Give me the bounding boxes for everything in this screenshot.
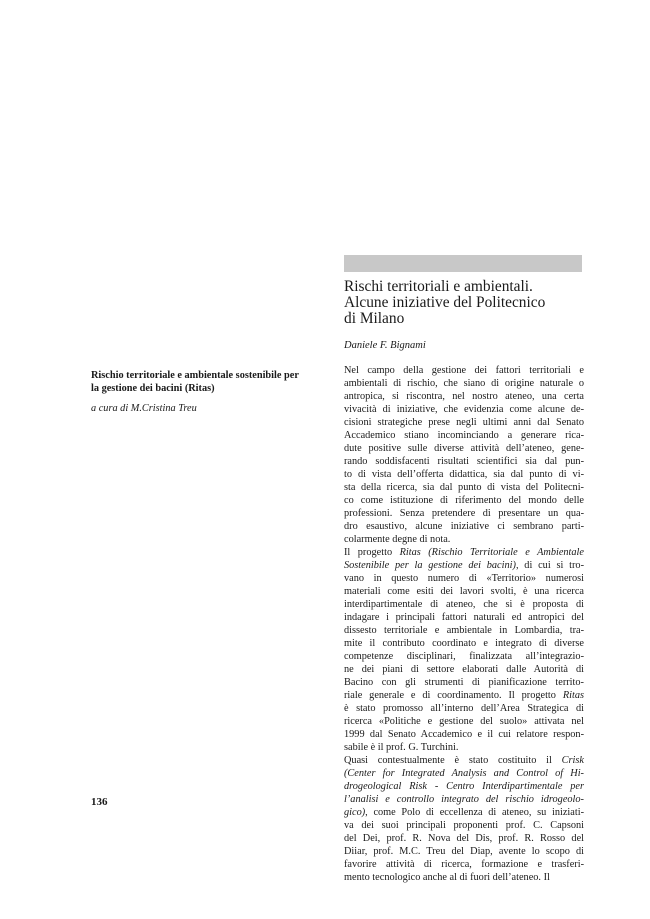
article-author: Daniele F. Bignami bbox=[344, 340, 426, 351]
body-line: drogeological Risk - Centro Interdipartimentale per bbox=[344, 781, 584, 792]
body-line: riale generale e di coordinamento. Il progetto Ritas bbox=[344, 690, 584, 701]
body-line: Bacino con gli strumenti di pianificazione territo- bbox=[344, 677, 584, 688]
body-line: dute positive sulle diverse attività dell’ateneo, gene- bbox=[344, 443, 584, 454]
body-line: Nel campo della gestione dei fattori territoriali e bbox=[344, 365, 584, 376]
sidebar-title bbox=[91, 369, 331, 395]
body-line: mento tecnologico anche al di fuori dell’ateneo. Il bbox=[344, 872, 550, 883]
article-title bbox=[344, 279, 594, 327]
body-line: professioni. Senza pretendere di presentare un qua- bbox=[344, 508, 584, 519]
section-header-band bbox=[344, 255, 582, 272]
body-line: favorire attività di ricerca, formazione e trasferi- bbox=[344, 859, 584, 870]
body-line: interdipartimentale di ateneo, che si è proposta di bbox=[344, 599, 584, 610]
article-title-line: di Milano bbox=[344, 310, 405, 327]
body-line: ricerca «Politiche e gestione del suolo» attivata nel bbox=[344, 716, 584, 727]
body-line: Sostenibile per la gestione dei bacini), di cui si tro- bbox=[344, 560, 584, 571]
body-line: competenze disciplinari, finalizzata all’integrazio- bbox=[344, 651, 584, 662]
body-line: 1999 dal Senato Accademico e il cui relatore respon- bbox=[344, 729, 584, 740]
article-body bbox=[344, 364, 584, 884]
body-line: Quasi contestualmente è stato costituito il Crisk bbox=[344, 755, 584, 766]
body-line: è stato promosso all’interno dell’Area Strategica di bbox=[344, 703, 584, 714]
sidebar-editor: a cura di M.Cristina Treu bbox=[91, 403, 197, 414]
body-line: vano in questo numero di «Territorio» numerosi bbox=[344, 573, 584, 584]
body-line: dissesto territoriale e ambientale in Lombardia, tra- bbox=[344, 625, 584, 636]
page-number: 136 bbox=[91, 796, 108, 808]
body-line: ne dei piani di settore elaborati dalle Autorità di bbox=[344, 664, 584, 675]
body-line: dro esaustivo, alcune iniziative ci sembrano parti- bbox=[344, 521, 584, 532]
article-title-line: Rischi territoriali e ambientali. bbox=[344, 278, 533, 295]
body-line: to di vista dell’offerta didattica, sia dal punto di vi- bbox=[344, 469, 584, 480]
body-line: gico), come Polo di eccellenza di ateneo, su iniziati- bbox=[344, 807, 584, 818]
body-line: Accademico stiano incominciando a generare rica- bbox=[344, 430, 584, 441]
sidebar-title-line: la gestione dei bacini (Ritas) bbox=[91, 383, 215, 394]
body-line: Diiar, prof. M.C. Treu del Diap, avente lo scopo di bbox=[344, 846, 584, 857]
body-line: Il progetto Ritas (Rischio Territoriale e Ambientale bbox=[344, 547, 584, 558]
body-line: materiali come esiti dei lavori svolti, è una ricerca bbox=[344, 586, 584, 597]
body-line: colarmente degne di nota. bbox=[344, 534, 451, 545]
body-line: mite il contributo coordinato e integrato di diverse bbox=[344, 638, 584, 649]
body-line: va dei suoi principali proponenti prof. C. Capsoni bbox=[344, 820, 584, 831]
sidebar-title-line: Rischio territoriale e ambientale sostenibile per bbox=[91, 370, 299, 381]
body-line: indagare i principali fattori naturali ed antropici del bbox=[344, 612, 584, 623]
body-line: del Dei, prof. R. Nova del Dis, prof. R. Rosso del bbox=[344, 833, 584, 844]
body-line: sta della ricerca, sia dal punto di vista del Politecni- bbox=[344, 482, 584, 493]
article-title-line: Alcune iniziative del Politecnico bbox=[344, 294, 546, 311]
body-line: vivacità di iniziative, che evidenzia come alcune de- bbox=[344, 404, 584, 415]
body-line: rando soddisfacenti risultati scientifici sia dal pun- bbox=[344, 456, 584, 467]
body-line: ambientali di rischio, che siano di origine naturale o bbox=[344, 378, 584, 389]
body-line: cisioni strategiche prese negli ultimi anni dal Senato bbox=[344, 417, 584, 428]
body-line: sabile è il prof. G. Turchini. bbox=[344, 742, 459, 753]
body-line: (Center for Integrated Analysis and Control of Hi- bbox=[344, 768, 584, 779]
body-line: antropica, si riscontra, nel nostro ateneo, una certa bbox=[344, 391, 584, 402]
body-line: l’analisi e controllo integrato del rischio idrogeolo- bbox=[344, 794, 584, 805]
body-line: co come istituzione di riferimento del mondo delle bbox=[344, 495, 584, 506]
